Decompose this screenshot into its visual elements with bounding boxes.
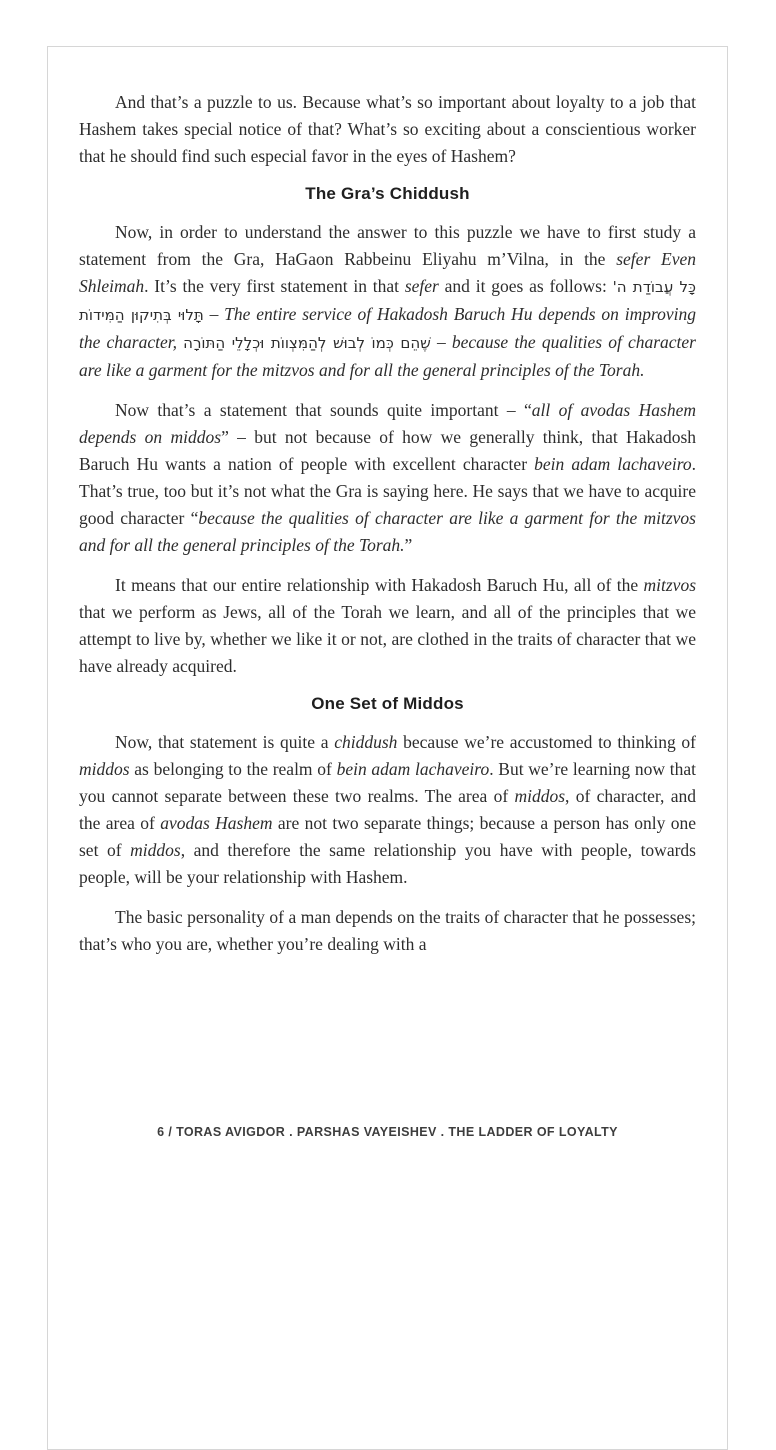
paragraph — [79, 572, 696, 680]
text-run: , of character, and the area of — [79, 786, 696, 833]
section-heading: One Set of Middos — [311, 694, 464, 713]
text-run: ” — [404, 535, 413, 555]
text-run: all of avodas Hashem depends on middos — [79, 400, 696, 447]
text-run: sefer Even Shleimah — [79, 249, 696, 296]
page-content — [48, 47, 727, 958]
text-run: sefer — [404, 276, 439, 296]
text-run: mitzvos — [643, 575, 696, 595]
text-run: because we’re accustomed to thinking of — [397, 732, 697, 752]
page-frame — [47, 46, 728, 1450]
text-run: bein adam lachaveiro — [336, 759, 490, 779]
text-run: are not two separate things; because a person has only one set of — [79, 813, 697, 860]
text-run: middos — [514, 786, 566, 806]
text-run: as belonging to the realm of — [129, 759, 337, 779]
text-run: Now that’s a statement that sounds quite important – “ — [115, 400, 532, 420]
text-run: middos — [79, 759, 130, 779]
hebrew-text: כָּל עֲבוֹדַת ה' תָּלוּי בְּתִיקוּן הַמִּידוֹת — [79, 278, 696, 324]
hebrew-text: שֶׁהֵם כְּמוֹ לְבוּשׁ לְהַמִּצְווֹת וּכְלָלֵי הַתּוֹרָה — [183, 334, 431, 352]
text-run: – — [203, 304, 225, 324]
paragraph — [79, 89, 696, 170]
text-run: And that’s a puzzle to us. Because what’s so important about loyalty to a job that Hashem takes special notice of that? What’s so exciting about a conscientious worker that he should find such especial favor in the eyes of Hashem? — [79, 92, 696, 166]
text-run: chiddush — [334, 732, 398, 752]
text-run: because the qualities of character are like a garment for the mitzvos and for all the general principles of the Torah. — [79, 332, 696, 380]
text-run: . But we’re learning now that you cannot separate between these two realms. The area of — [79, 759, 696, 806]
text-run: . That’s true, too but it’s not what the Gra is saying here. He says that we have to acquire good character “ — [79, 454, 696, 528]
text-run: avodas Hashem — [160, 813, 273, 833]
text-run: that we perform as Jews, all of the Torah we learn, and all of the principles that we attempt to live by, whether we like it or not, are clothed in the traits of character that we have already acquired. — [79, 602, 696, 676]
paragraph — [79, 219, 696, 384]
text-run: – — [430, 332, 452, 352]
text-run: The basic personality of a man depends on the traits of character that he possesses; that’s who you are, whether you’re dealing with a — [79, 907, 696, 954]
text-run: Now, that statement is quite a — [115, 732, 335, 752]
paragraph — [79, 729, 696, 891]
paragraph — [79, 904, 696, 958]
text-run: Now, in order to understand the answer to this puzzle we have to first study a statement from the Gra, HaGaon Rabbeinu Eliyahu m’Vilna, in the — [79, 222, 696, 269]
text-run: . It’s the very first statement in that — [144, 276, 405, 296]
section-heading: The Gra’s Chiddush — [305, 184, 470, 203]
text-run: ” – but not because of how we generally think, that Hakadosh Baruch Hu wants a nation of people with excellent character — [79, 427, 697, 474]
text-run: middos — [130, 840, 181, 860]
text-run: bein adam lachaveiro — [534, 454, 692, 474]
text-run: because the qualities of character are like a garment for the mitzvos and for all the general principles of the Torah. — [79, 508, 696, 555]
text-run: and it goes as follows: — [438, 276, 613, 296]
text-run: , and therefore the same relationship you have with people, towards people, will be your relationship with Hashem. — [79, 840, 696, 887]
text-run: It means that our entire relationship with Hakadosh Baruch Hu, all of the — [115, 575, 644, 595]
page-footer: 6 / TORAS AVIGDOR . PARSHAS VAYEISHEV . THE LADDER OF LOYALTY — [157, 1125, 618, 1139]
paragraph — [79, 397, 696, 559]
text-run: The entire service of Hakadosh Baruch Hu depends on improving the character, — [79, 304, 697, 352]
